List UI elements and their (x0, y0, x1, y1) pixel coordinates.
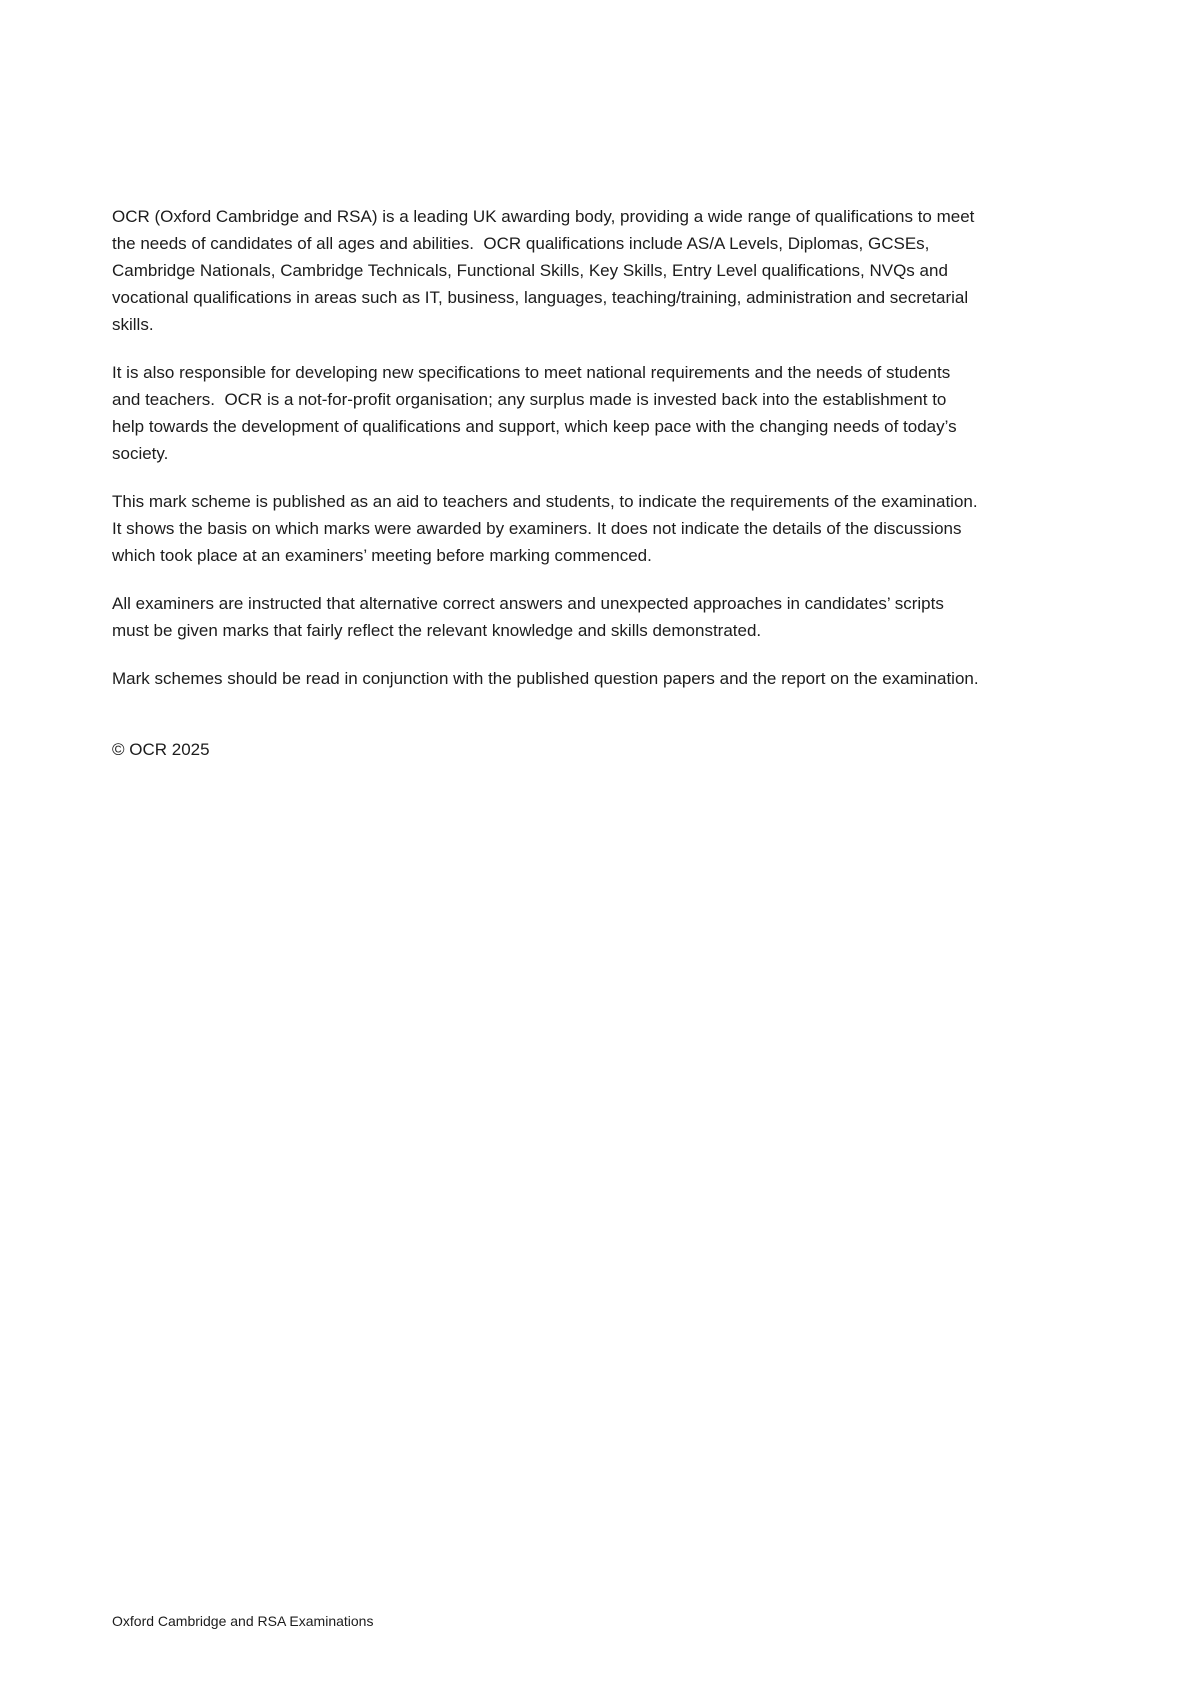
paragraph-responsibility: It is also responsible for developing new specifications to meet national requirements and the needs of students and teachers. OCR is a not-for-profit organisation; any surplus made is invested back into the establishment to help towards the development of qualifications and support, which keep pace with the changing needs of today’s society. (112, 363, 962, 463)
copyright-line: © OCR 2025 (112, 740, 210, 759)
paragraph-ocr-intro: OCR (Oxford Cambridge and RSA) is a leading UK awarding body, providing a wide range of qualifications to meet the needs of candidates of all ages and abilities. OCR qualifications include AS/A Levels, Diplomas, GCSEs, Cambridge Nationals, Cambridge Technicals, Functional Skills, Key Skills, Entry Level qualifications, NVQs and vocational qualifications in areas such as IT, business, languages, teaching/training, administration and secretarial skills. (112, 207, 980, 334)
paragraph-mark-scheme-purpose: This mark scheme is published as an aid to teachers and students, to indicate the requirements of the examination. It shows the basis on which marks were awarded by examiners. It does not indicate the details of the discussions which took place at an examiners’ meeting before marking commenced. (112, 492, 983, 565)
page-footer: Oxford Cambridge and RSA Examinations (112, 1613, 374, 1629)
page-body-text (112, 203, 983, 763)
paragraph-read-in-conjunction: Mark schemes should be read in conjunction with the published question papers and the report on the examination. (112, 669, 979, 688)
paragraph-examiner-instructions: All examiners are instructed that alternative correct answers and unexpected approaches in candidates’ scripts must be given marks that fairly reflect the relevant knowledge and skills demonstrated. (112, 594, 949, 640)
